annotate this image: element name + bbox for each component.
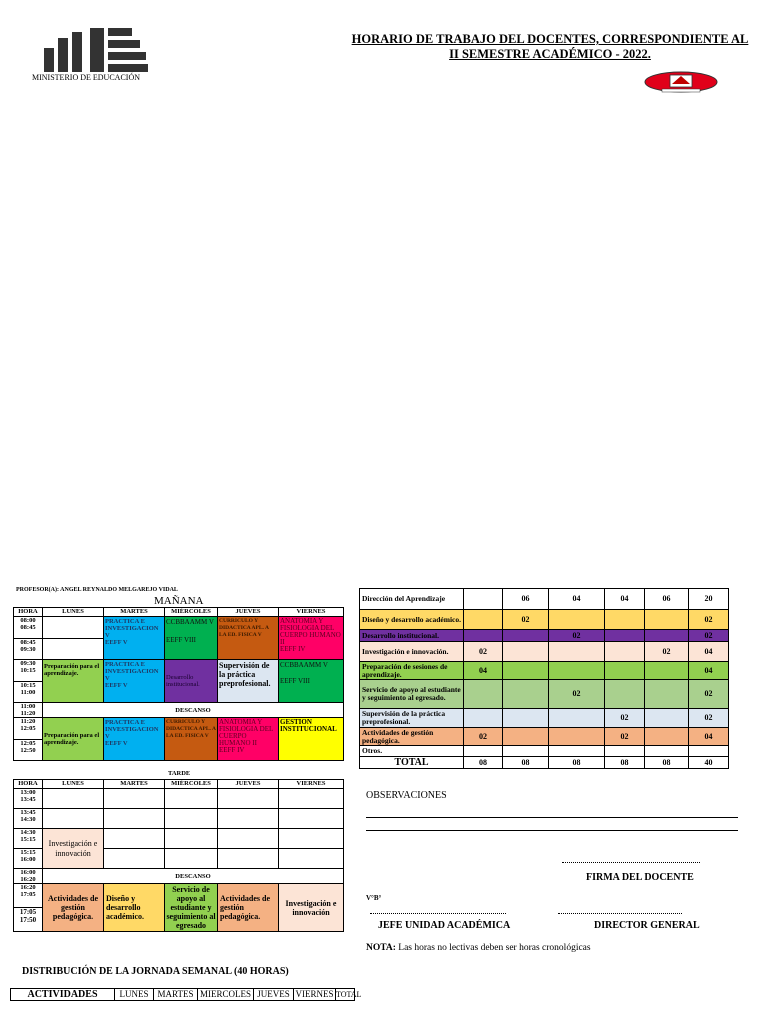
course-group: EEFF VIII [166,636,197,644]
summary-value [464,680,503,709]
course-group: EEFF VIII [280,677,311,685]
schedule-cell [43,617,104,639]
summary-total-value: 08 [464,757,503,769]
activities-col-total: TOTAL [336,990,362,999]
ministry-name: MINISTERIO DE EDUCACIÓN [32,73,140,82]
summary-value: 02 [549,680,605,709]
summary-value [549,728,605,746]
afternoon-schedule-table [13,779,344,932]
schedule-cell [43,829,104,869]
schedule-cell [104,660,165,703]
break-row: DESCANSO [43,869,344,884]
title-line-1: HORARIO DE TRABAJO DEL DOCENTES, CORRESPONDIENTE AL [351,32,749,46]
time-slot: 11:00 11:20 [14,703,43,718]
schedule-cell [279,789,344,809]
schedule-cell [165,617,218,660]
schedule-cell [218,829,279,849]
course-name: ANATOMIA Y FISIOLOGIA DEL CUERPO HUMANO II [280,617,341,646]
summary-value: 04 [689,662,729,680]
schedule-cell [218,809,279,829]
time-slot: 09:30 10:15 [14,660,43,682]
summary-value [503,709,549,728]
summary-value [549,662,605,680]
summary-row-label: Investigación e innovación. [360,642,464,662]
summary-row-label: Preparación de sesiones de aprendizaje. [360,662,464,680]
summary-value [549,709,605,728]
summary-value [503,630,549,642]
schedule-cell [104,809,165,829]
summary-value [645,680,689,709]
schedule-cell [104,617,165,660]
summary-value [605,746,645,757]
teacher-signature-label: FIRMA DEL DOCENTE [586,872,694,883]
schedule-cell [43,809,104,829]
teacher-name: PROFESOR(A): ANGEL REYNALDO MELGAREJO VIDAL [16,587,178,593]
schedule-cell [104,718,165,761]
time-slot: 17:05 17:50 [14,908,43,932]
hours-summary-table [359,588,729,769]
summary-value: 02 [689,610,729,630]
activity-name: Investigación e innovación [48,838,98,858]
course-name: CCBBAAMM V [166,618,214,626]
distribution-title: DISTRIBUCIÓN DE LA JORNADA SEMANAL (40 HORAS) [22,966,289,977]
time-slot: 15:15 16:00 [14,849,43,869]
summary-total-value: 40 [689,757,729,769]
schedule-cell [279,849,344,869]
summary-total-label: TOTAL [360,757,464,769]
header-miercoles: MIÉRCOLES [165,780,218,789]
summary-value [503,728,549,746]
summary-value [605,630,645,642]
summary-value: 02 [503,610,549,630]
summary-row [360,642,729,662]
summary-row-label: Diseño y desarrollo académico. [360,610,464,630]
activities-col-lunes: LUNES [115,989,154,1001]
summary-row [360,746,729,757]
summary-value [503,746,549,757]
course-group: EEFF IV [219,746,245,754]
summary-total-value: 08 [605,757,645,769]
activities-col-miercoles: MIERCOLES [198,989,254,1001]
header-miercoles: MIÉRCOLES [165,608,218,617]
page-title [340,32,760,62]
summary-value [645,709,689,728]
summary-value [464,709,503,728]
schedule-cell [165,849,218,869]
summary-value [645,662,689,680]
summary-value [549,642,605,662]
schedule-cell [43,789,104,809]
summary-value: 06 [503,589,549,610]
schedule-cell [43,639,104,660]
schedule-cell [218,718,279,761]
institution-seal-icon [642,70,720,94]
schedule-cell [279,617,344,660]
summary-row-label: Otros. [360,746,464,757]
course-name: CCBBAAMM V [280,661,328,669]
summary-row [360,630,729,642]
note-text: Las horas no lectivas deben ser horas cronológicas [395,943,591,953]
header-lunes: LUNES [43,780,104,789]
schedule-cell [43,660,104,703]
activities-col-viernes: VIERNES [295,989,334,999]
schedule-cell [43,718,104,761]
summary-value: 06 [645,589,689,610]
summary-value: 02 [464,642,503,662]
schedule-cell [218,660,279,703]
summary-value [549,610,605,630]
summary-value [464,630,503,642]
signature-line-teacher [562,862,700,863]
summary-row [360,680,729,709]
summary-row [360,709,729,728]
schedule-cell [279,660,344,703]
course-name: PRACTICA E INVESTIGACION V [105,661,159,682]
summary-value [645,728,689,746]
schedule-cell [165,660,218,703]
activity-name: Actividades de gestión pedagógica. [220,894,270,921]
schedule-cell [43,884,104,932]
time-slot: 11:20 12:05 [14,718,43,740]
schedule-cell [165,829,218,849]
summary-value [645,630,689,642]
time-slot: 08:45 09:30 [14,639,43,660]
course-name: PRACTICA E INVESTIGACION V [105,618,159,639]
activity-name: Preparación para el aprendizaje. [44,663,100,677]
activity-name: Supervisión de la práctica preprofesional. [219,661,271,688]
summary-value: 02 [605,709,645,728]
summary-value: 02 [689,680,729,709]
summary-value: 02 [689,709,729,728]
summary-value [464,746,503,757]
schedule-cell [165,718,218,761]
header-jueves: JUEVES [218,780,279,789]
summary-total-value: 08 [549,757,605,769]
activities-header: ACTIVIDADES [11,989,115,1001]
summary-row-label: Supervisión de la práctica preprofesional. [360,709,464,728]
summary-value: 04 [689,728,729,746]
summary-value [464,610,503,630]
course-name: ANATOMIA Y FISIOLOGIA DEL CUERPO HUMANO II [219,718,273,747]
summary-row-label: Servicio de apoyo al estudiante y seguimiento al egresado. [360,680,464,709]
course-name: CURRICULO Y DIDACTICA APL. A LA ED. FISICA V [219,618,269,638]
course-name: CURRICULO Y DIDACTICA APL. A LA ED. FISICA V [166,719,216,739]
course-group: EEFF V [105,682,128,689]
activity-name: GESTION INSTITUCIONAL [280,718,337,733]
summary-value [503,662,549,680]
time-slot: 10:15 11:00 [14,682,43,703]
activities-col-martes: MARTES [154,989,198,1001]
time-slot: 12:05 12:50 [14,740,43,761]
observation-line [366,817,738,818]
director-label: DIRECTOR GENERAL [594,920,700,931]
observation-line [366,830,738,831]
afternoon-label: TARDE [168,770,191,777]
summary-total-value: 08 [503,757,549,769]
time-slot: 13:45 14:30 [14,809,43,829]
observations-label: OBSERVACIONES [366,790,447,801]
activity-name: Diseño y desarrollo académico. [106,894,144,921]
summary-value: 02 [689,630,729,642]
summary-total-row [360,757,729,769]
morning-schedule-table [13,607,344,761]
summary-value: 02 [605,728,645,746]
time-slot: 14:30 15:15 [14,829,43,849]
schedule-cell [165,789,218,809]
logo-bars-icon [38,26,148,72]
summary-row [360,728,729,746]
course-group: EEFF IV [280,645,306,653]
signature-line-director [558,913,682,914]
summary-total-value: 08 [645,757,689,769]
summary-value [605,662,645,680]
summary-value: 20 [689,589,729,610]
activities-table [10,988,362,1001]
activities-col-jueves: JUEVES [254,989,294,1001]
summary-value [503,642,549,662]
schedule-cell [218,884,279,932]
activity-name: Desarrollo institucional. [166,674,200,688]
summary-row-label: Desarrollo institucional. [360,630,464,642]
schedule-cell [279,718,344,761]
activity-name: Preparación para el aprendizaje. [44,732,100,746]
time-slot: 16:00 16:20 [14,869,43,884]
summary-value: 04 [464,662,503,680]
summary-value: 04 [549,589,605,610]
schedule-cell [218,789,279,809]
schedule-cell [165,884,218,932]
activity-name: Servicio de apoyo al estudiante y seguimiento al egresado [166,885,216,930]
note-label: NOTA: [366,943,396,953]
summary-value [645,746,689,757]
signature-line-head [370,913,506,914]
schedule-cell [104,829,165,849]
header-martes: MARTES [104,608,165,617]
summary-value [605,642,645,662]
summary-row [360,662,729,680]
schedule-cell [104,884,165,932]
activity-name: Investigación e innovación [285,898,337,917]
header-hora: HORA [14,608,43,617]
summary-row-label: Actividades de gestión pedagógica. [360,728,464,746]
header-viernes: VIERNES [279,608,344,617]
schedule-cell [218,849,279,869]
approval-mark: V°B° [366,894,382,902]
course-group: EEFF V [105,740,128,747]
academic-head-label: JEFE UNIDAD ACADÉMICA [378,920,511,931]
header-martes: MARTES [104,780,165,789]
schedule-cell [165,809,218,829]
time-slot: 16:20 17:05 [14,884,43,908]
schedule-cell [279,884,344,932]
summary-value [645,610,689,630]
schedule-cell [279,809,344,829]
header-lunes: LUNES [43,608,104,617]
summary-value: 04 [689,642,729,662]
course-name: PRACTICA E INVESTIGACION V [105,719,159,740]
morning-label: MAÑANA [154,595,204,607]
summary-row [360,610,729,630]
time-slot: 08:00 08:45 [14,617,43,639]
header-jueves: JUEVES [218,608,279,617]
schedule-cell [279,829,344,849]
summary-value: 04 [605,589,645,610]
schedule-cell [104,789,165,809]
title-line-2: II SEMESTRE ACADÉMICO - 2022. [449,47,651,61]
header-hora: HORA [14,780,43,789]
summary-value [605,680,645,709]
schedule-cell [218,617,279,660]
break-row: DESCANSO [43,703,344,718]
schedule-cell [104,849,165,869]
header-viernes: VIERNES [279,780,344,789]
summary-row [360,589,729,610]
summary-row-label: Dirección del Aprendizaje [360,589,464,610]
summary-value: 02 [549,630,605,642]
summary-value: 02 [464,728,503,746]
course-group: EEFF V [105,639,128,646]
summary-value [503,680,549,709]
note [366,943,591,953]
summary-value [605,610,645,630]
summary-value [464,589,503,610]
activity-name: Actividades de gestión pedagógica. [48,894,98,921]
summary-value [689,746,729,757]
summary-value [549,746,605,757]
time-slot: 13:00 13:45 [14,789,43,809]
summary-value: 02 [645,642,689,662]
